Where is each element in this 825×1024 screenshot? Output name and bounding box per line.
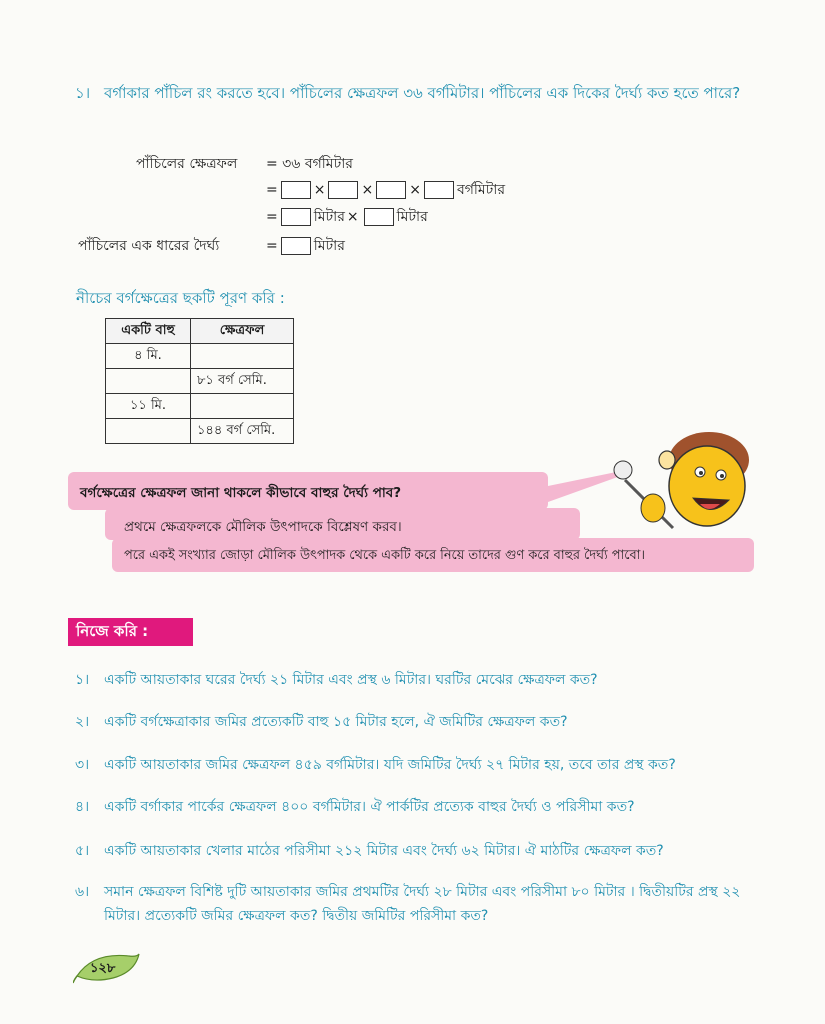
exercise-number: ৬। <box>75 884 90 900</box>
meter-product-row: = মিটার × মিটার <box>266 209 428 225</box>
exercise-text: একটি আয়তাকার খেলার মাঠের পরিসীমা ২১২ মিটার এবং দৈর্ঘ্য ৬২ মিটার। ঐ মাঠটির ক্ষেত্রফল কত? <box>104 843 664 859</box>
table-row <box>106 419 294 444</box>
table-row <box>106 394 294 419</box>
table-row <box>106 344 294 369</box>
exercise-text: একটি বর্গক্ষেত্রাকার জমির প্রত্যেকটি বাহু ১৫ মিটার হলে, ঐ জমিটির ক্ষেত্রফল কত? <box>104 714 568 730</box>
square-table <box>105 318 294 444</box>
side-value-row: = মিটার <box>266 238 345 254</box>
table-header: ক্ষেত্রফল <box>191 319 294 344</box>
exercise-text: একটি আয়তাকার জমির ক্ষেত্রফল ৪৫৯ বর্গমিটার। যদি জমিটির দৈর্ঘ্য ২৭ মিটার হয়, তবে তার প্রস্থ কত? <box>104 757 676 773</box>
exercise-number: ২। <box>75 714 90 730</box>
table-cell[interactable]: ১৪৪ বর্গ সেমি. <box>191 419 294 444</box>
page-number: ১২৮ <box>90 961 116 976</box>
table-cell[interactable] <box>191 394 294 419</box>
exercise-text: একটি আয়তাকার ঘরের দৈর্ঘ্য ২১ মিটার এবং প্রস্থ ৬ মিটার। ঘরটির মেঝের ক্ষেত্রফল কত? <box>104 672 598 688</box>
answer-box[interactable] <box>376 181 406 199</box>
table-heading: নীচের বর্গক্ষেত্রের ছকটি পূরণ করি : <box>76 289 285 307</box>
section-title: নিজে করি : <box>68 618 193 646</box>
answer-box[interactable] <box>281 237 311 255</box>
exercise-text: সমান ক্ষেত্রফল বিশিষ্ট দুটি আয়তাকার জমির প্রথমটির দৈর্ঘ্য ২৮ মিটার এবং পরিসীমা ৮০ মিটার । দ্বিতীয়টির প্রস্থ ২২ মিটার। প্রত্যেকটি জমির ক্ষেত্রফল কত? দ্বিতীয় জমিটির পরিসীমা কত? <box>104 884 741 924</box>
table-cell[interactable]: ৮১ বর্গ সেমি. <box>191 369 294 394</box>
table-row <box>106 369 294 394</box>
exercise-text: একটি বর্গাকার পার্কের ক্ষেত্রফল ৪০০ বর্গমিটার। ঐ পার্কটির প্রত্যেক বাহুর দৈর্ঘ্য ও পরিসীমা কত? <box>104 799 635 815</box>
answer-box[interactable] <box>281 208 311 226</box>
problem-1-text: বর্গাকার পাঁচিল রং করতে হবে। পাঁচিলের ক্ষেত্রফল ৩৬ বর্গমিটার। পাঁচিলের এক দিকের দৈর্ঘ্য কত হতে পারে? <box>104 84 741 102</box>
problem-1-number: ১। <box>75 84 91 102</box>
boy-illustration <box>605 420 755 540</box>
exercise-number: ১। <box>75 672 90 688</box>
exercise-number: ৩। <box>75 757 90 773</box>
answer-box[interactable] <box>281 181 311 199</box>
answer-box[interactable] <box>364 208 394 226</box>
exercise-number: ৫। <box>75 843 90 859</box>
callout-step2: পরে একই সংখ্যার জোড়া মৌলিক উৎপাদক থেকে একটি করে নিয়ে তাদের গুণ করে বাহুর দৈর্ঘ্য পাবো। <box>124 548 645 563</box>
area-label: পাঁচিলের ক্ষেত্রফল <box>136 156 238 172</box>
factor-row: = × × × বর্গমিটার <box>266 182 506 198</box>
side-label: পাঁচিলের এক ধারের দৈর্ঘ্য <box>78 238 220 254</box>
table-header: একটি বাহু <box>106 319 191 344</box>
page-number-badge <box>73 950 141 984</box>
table-cell[interactable]: ৪ মি. <box>106 344 191 369</box>
table-cell[interactable] <box>191 344 294 369</box>
callout-step1: প্রথমে ক্ষেত্রফলকে মৌলিক উৎপাদকে বিশ্লেষণ করব। <box>124 519 402 535</box>
table-cell[interactable] <box>106 369 191 394</box>
table-cell[interactable] <box>106 419 191 444</box>
callout-question: বর্গক্ষেত্রের ক্ষেত্রফল জানা থাকলে কীভাবে বাহুর দৈর্ঘ্য পাব? <box>80 485 402 501</box>
answer-box[interactable] <box>328 181 358 199</box>
area-value: = ৩৬ বর্গমিটার <box>266 156 353 172</box>
table-cell[interactable]: ১১ মি. <box>106 394 191 419</box>
exercise-number: ৪। <box>75 799 90 815</box>
answer-box[interactable] <box>424 181 454 199</box>
